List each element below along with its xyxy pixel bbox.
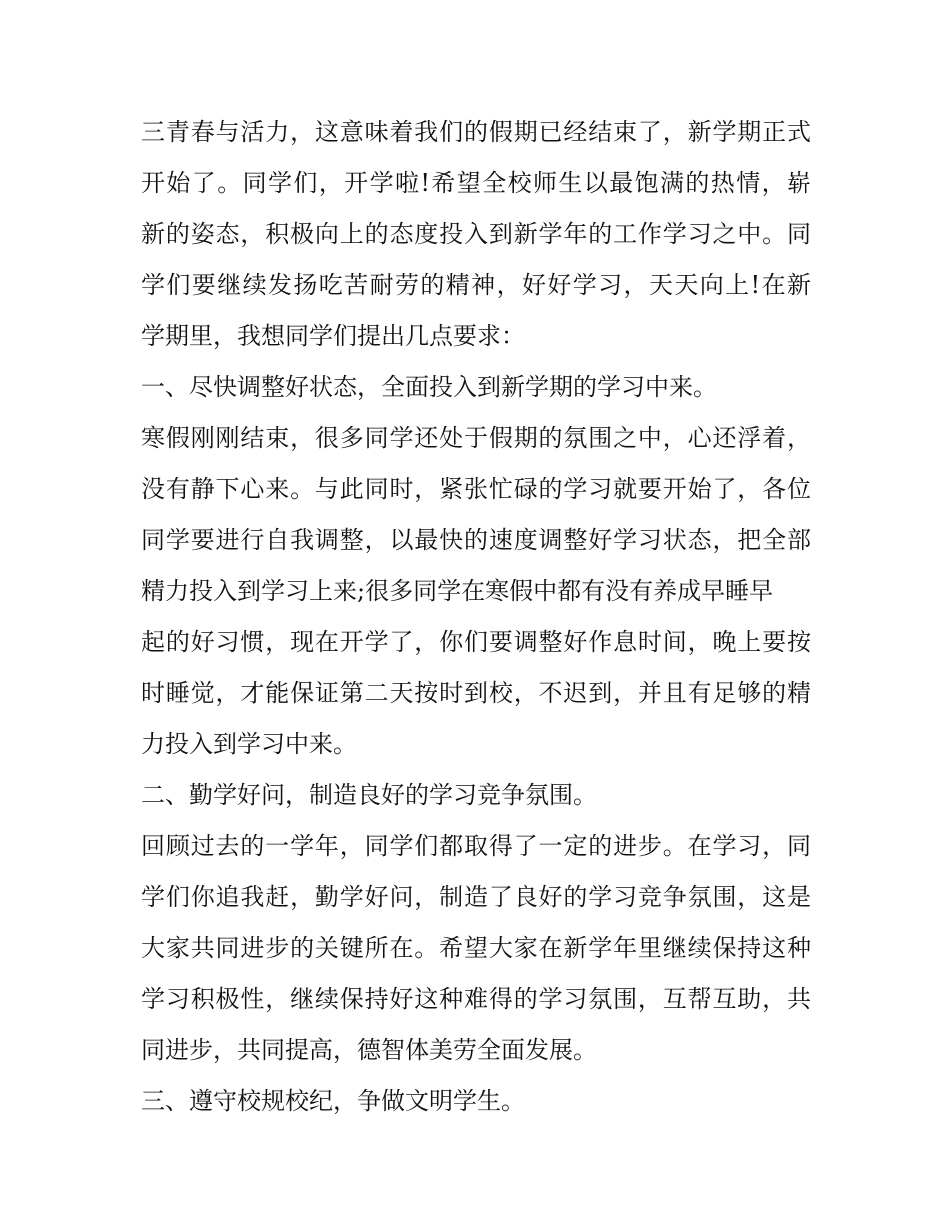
text-line: 学们你追我赶，勤学好问，制造了良好的学习竞争氛围，这是 (141, 883, 811, 911)
text-line: 学习积极性，继续保持好这种难得的学习氛围，互帮互助，共 (141, 985, 811, 1013)
text-line: 新的姿态，积极向上的态度投入到新学年的工作学习之中。同 (141, 220, 811, 248)
text-line: 一、尽快调整好状态，全面投入到新学期的学习中来。 (141, 373, 717, 401)
text-line: 寒假刚刚结束，很多同学还处于假期的氛围之中，心还浮着， (141, 424, 811, 452)
text-line: 时睡觉，才能保证第二天按时到校，不迟到，并且有足够的精 (141, 679, 811, 707)
text-line: 同进步，共同提高，德智体美劳全面发展。 (141, 1036, 597, 1064)
text-line: 开始了。同学们，开学啦!希望全校师生以最饱满的热情，崭 (141, 169, 811, 197)
text-line: 学期里，我想同学们提出几点要求： (141, 322, 525, 350)
text-line: 学们要继续发扬吃苦耐劳的精神，好好学习，天天向上!在新 (141, 271, 811, 299)
text-line: 力投入到学习中来。 (141, 730, 357, 758)
text-line: 同学要进行自我调整，以最快的速度调整好学习状态，把全部 (141, 526, 811, 554)
text-line: 起的好习惯，现在开学了，你们要调整好作息时间，晚上要按 (141, 628, 811, 656)
text-line: 回顾过去的一学年，同学们都取得了一定的进步。在学习，同 (141, 832, 811, 860)
document-body (141, 107, 811, 1127)
text-line: 大家共同进步的关键所在。希望大家在新学年里继续保持这种 (141, 934, 811, 962)
text-line: 没有静下心来。与此同时，紧张忙碌的学习就要开始了，各位 (141, 475, 811, 503)
text-line: 三青春与活力，这意味着我们的假期已经结束了，新学期正式 (141, 118, 811, 146)
text-line: 二、勤学好问，制造良好的学习竞争氛围。 (141, 781, 597, 809)
text-line: 三、遵守校规校纪，争做文明学生。 (141, 1087, 525, 1115)
text-line: 精力投入到学习上来;很多同学在寒假中都有没有养成早睡早 (141, 577, 774, 605)
